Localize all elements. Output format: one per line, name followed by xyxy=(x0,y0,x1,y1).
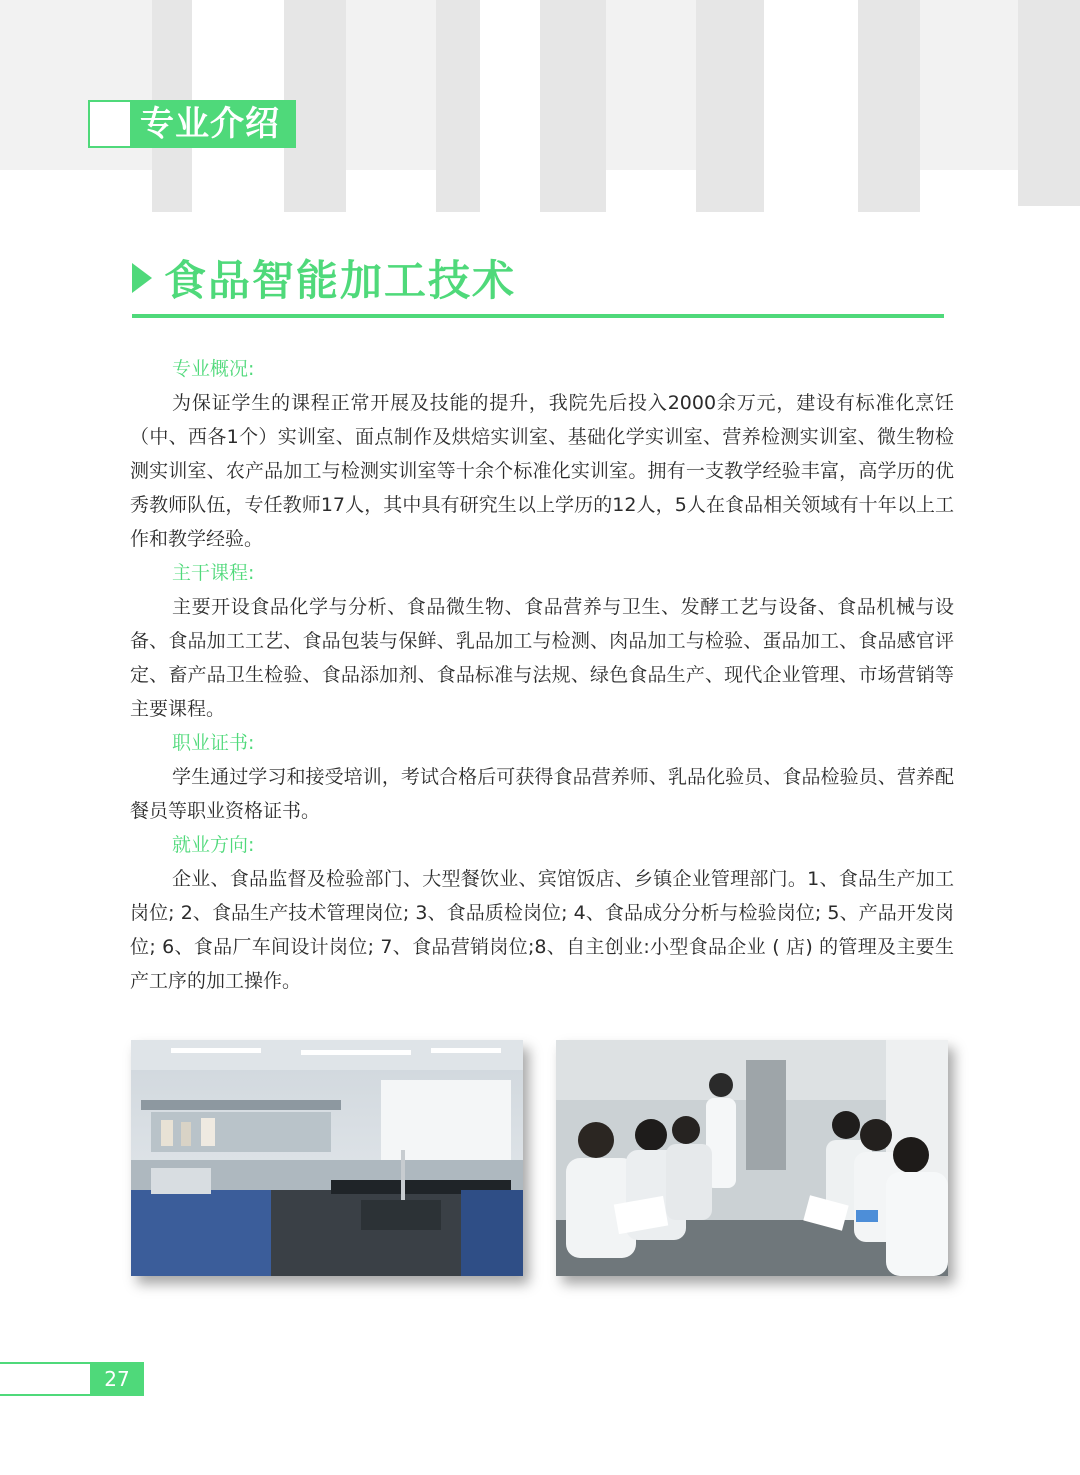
section-paragraph: 企业、食品监督及检验部门、大型餐饮业、宾馆饭店、乡镇企业管理部门。1、食品生产加工岗位; 2、食品生产技术管理岗位; 3、食品质检岗位; 4、食品成分分析与检验岗位; 5、产品开发岗位; 6、食品厂车间设计岗位; 7、食品营销岗位;8、自主创业:小型食品企业 ( 店) 的管理及主要生产工序的加工操作。 xyxy=(130,868,954,992)
content-body xyxy=(130,352,954,998)
section-heading: 职业证书: xyxy=(172,732,255,754)
header-stripe xyxy=(764,0,858,232)
section-label: 专业介绍 xyxy=(132,100,296,148)
students-photo xyxy=(556,1040,948,1276)
section-heading: 就业方向: xyxy=(172,834,255,856)
major-title-text: 食品智能加工技术 xyxy=(164,256,517,305)
section-paragraph: 主要开设食品化学与分析、食品微生物、食品营养与卫生、发酵工艺与设备、食品机械与设备、食品加工工艺、食品包装与保鲜、乳品加工与检测、肉品加工与检验、蛋品加工、食品感官评定、畜产品卫生检验、食品添加剂、食品标准与法规、绿色食品生产、现代企业管理、市场营销等主要课程。 xyxy=(130,596,954,720)
section-tag xyxy=(88,100,296,148)
play-triangle-icon xyxy=(132,263,152,293)
header-stripe xyxy=(436,0,480,212)
page-number-line xyxy=(0,1362,90,1396)
section-paragraph: 学生通过学习和接受培训，考试合格后可获得食品营养师、乳品化验员、食品检验员、营养配餐员等职业资格证书。 xyxy=(130,766,954,822)
lab-photo xyxy=(131,1040,523,1276)
header-stripe xyxy=(540,0,606,212)
section-paragraph: 为保证学生的课程正常开展及技能的提升，我院先后投入2000余万元，建设有标准化烹饪（中、西各1个）实训室、面点制作及烘焙实训室、基础化学实训室、营养检测实训室、微生物检测实训室、农产品加工与检测实训室等十余个标准化实训室。拥有一支教学经验丰富，高学历的优秀教师队伍，专任教师17人，其中具有研究生以上学历的12人，5人在食品相关领域有十年以上工作和教学经验。 xyxy=(130,392,954,550)
page-number: 27 xyxy=(90,1362,144,1396)
major-title xyxy=(132,250,516,306)
section-heading: 主干课程: xyxy=(172,562,255,584)
section-tag-box xyxy=(88,100,132,148)
header-stripe xyxy=(480,0,540,212)
header-stripe xyxy=(1018,0,1080,206)
title-divider xyxy=(132,314,944,318)
header-stripe xyxy=(696,0,764,212)
section-heading: 专业概况: xyxy=(172,358,255,380)
header-stripe xyxy=(858,0,920,212)
